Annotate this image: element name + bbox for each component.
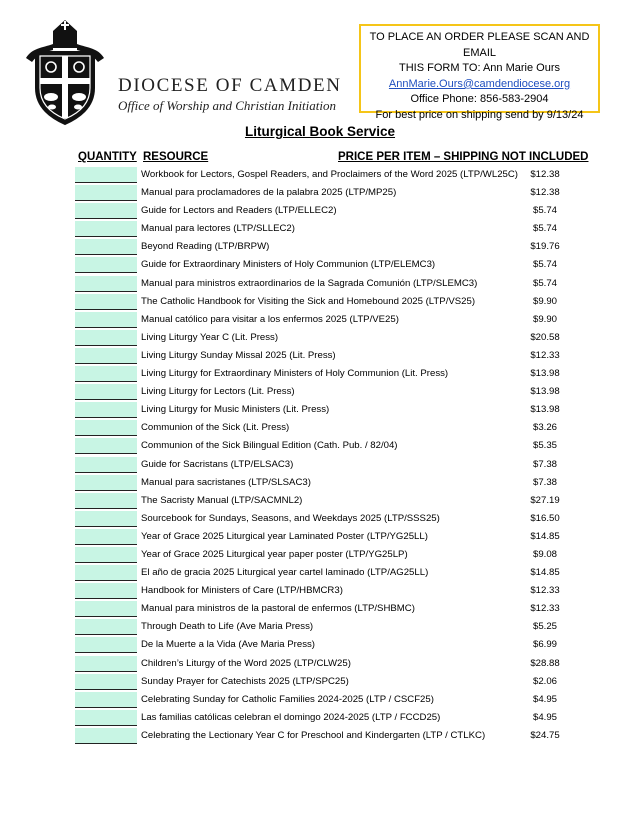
resource-name: Celebrating the Lectionary Year C for Preschool and Kindergarten (LTP / CTLKC) <box>141 729 486 741</box>
item-row <box>0 329 640 347</box>
quantity-field[interactable] <box>75 294 137 310</box>
office-phone: Office Phone: 856-583-2904 <box>410 93 549 106</box>
item-price: $27.19 <box>530 494 560 506</box>
item-row <box>0 492 640 510</box>
resource-name: Living Liturgy Year C (Lit. Press) <box>141 331 279 343</box>
item-price: $12.38 <box>530 169 560 180</box>
resource-name: Manual para ministros de la pastoral de enfermos (LTP/SHBMC) <box>141 603 415 615</box>
quantity-field[interactable] <box>75 619 137 635</box>
form-title: Liturgical Book Service <box>244 124 396 139</box>
item-price: $13.98 <box>530 386 560 398</box>
resource-name: Living Liturgy for Music Ministers (Lit. Press) <box>141 404 330 416</box>
resource-name: Communion of the Sick Bilingual Edition (Cath. Pub. / 82/04) <box>141 440 398 452</box>
quantity-field[interactable] <box>75 601 137 617</box>
form-title-wrap <box>0 124 640 139</box>
resource-name: Guide for Extraordinary Ministers of Holy Communion (LTP/ELEMC3) <box>141 259 436 271</box>
item-price: $12.33 <box>530 349 560 361</box>
item-price: $12.33 <box>530 585 560 597</box>
resource-name: The Sacristy Manual (LTP/SACMNL2) <box>141 494 303 506</box>
item-row <box>0 709 640 727</box>
resource-name: Guide for Lectors and Readers (LTP/ELLEC2) <box>141 205 337 217</box>
item-row <box>0 202 640 220</box>
order-email-link[interactable]: AnnMarie.Ours@camdendiocese.org <box>388 77 571 90</box>
quantity-field[interactable] <box>75 493 137 509</box>
organization-header <box>118 76 342 114</box>
quantity-field[interactable] <box>75 203 137 219</box>
item-row <box>0 510 640 528</box>
quantity-field[interactable] <box>75 674 137 690</box>
item-row <box>0 474 640 492</box>
item-row <box>0 437 640 455</box>
quantity-field[interactable] <box>75 221 137 237</box>
quantity-field[interactable] <box>75 330 137 346</box>
item-row <box>0 365 640 383</box>
item-row <box>0 347 640 365</box>
quantity-field[interactable] <box>75 457 137 473</box>
item-price: $28.88 <box>530 657 560 669</box>
quantity-field[interactable] <box>75 692 137 708</box>
resource-name: Celebrating Sunday for Catholic Families 2024-2025 (LTP / CSCF25) <box>141 693 434 705</box>
item-row <box>0 456 640 474</box>
item-row <box>0 691 640 709</box>
quantity-field[interactable] <box>75 511 137 527</box>
resource-name: Living Liturgy Sunday Missal 2025 (Lit. Press) <box>141 349 336 361</box>
resource-name: El año de gracia 2025 Liturgical year cartel laminado (LTP/AG25LL) <box>141 567 429 579</box>
resource-name: The Catholic Handbook for Visiting the Sick and Homebound 2025 (LTP/VS25) <box>141 295 476 307</box>
organization-subtitle: Office of Worship and Christian Initiation <box>118 98 337 113</box>
item-price: $24.75 <box>530 729 560 741</box>
item-price: $2.06 <box>532 675 557 687</box>
resource-name: Beyond Reading (LTP/BRPW) <box>141 241 270 253</box>
quantity-field[interactable] <box>75 475 137 491</box>
quantity-field[interactable] <box>75 312 137 328</box>
resource-name: Manual para ministros extraordinarios de la Sagrada Comunión (LTP/SLEMC3) <box>141 277 478 289</box>
item-row <box>0 311 640 329</box>
item-price: $7.38 <box>532 476 557 488</box>
resource-name: Living Liturgy for Lectors (Lit. Press) <box>141 386 295 398</box>
item-row <box>0 383 640 401</box>
item-row <box>0 166 640 184</box>
item-row <box>0 293 640 311</box>
item-row <box>0 546 640 564</box>
resource-name: Handbook for Ministers of Care (LTP/HBMCR3) <box>141 585 343 597</box>
resource-name: Sunday Prayer for Catechists 2025 (LTP/SPC25) <box>141 675 349 687</box>
item-row <box>0 582 640 600</box>
item-price: $5.35 <box>532 440 557 452</box>
order-items-list <box>0 166 640 745</box>
quantity-field[interactable] <box>75 656 137 672</box>
item-price: $5.74 <box>532 259 557 271</box>
item-price: $14.85 <box>530 530 560 542</box>
resource-name: Living Liturgy for Extraordinary Ministers of Holy Communion (Lit. Press) <box>141 368 449 380</box>
item-row <box>0 673 640 691</box>
item-price: $12.33 <box>530 603 560 615</box>
resource-name: Manual para sacristanes (LTP/SLSAC3) <box>141 476 311 488</box>
diocese-crest-logo <box>22 18 108 126</box>
item-row <box>0 220 640 238</box>
column-header-quantity: QUANTITY <box>78 151 137 163</box>
item-price: $5.74 <box>532 205 557 217</box>
resource-name: Through Death to Life (Ave Maria Press) <box>141 621 314 633</box>
resource-name: De la Muerte a la Vida (Ave Maria Press) <box>141 639 316 651</box>
quantity-field[interactable] <box>75 637 137 653</box>
quantity-field[interactable] <box>75 276 137 292</box>
quantity-field[interactable] <box>75 257 137 273</box>
resource-name: Year of Grace 2025 Liturgical year Laminated Poster (LTP/YG25LL) <box>141 530 428 542</box>
quantity-field[interactable] <box>75 438 137 454</box>
item-price: $13.98 <box>530 368 560 380</box>
quantity-field[interactable] <box>75 420 137 436</box>
item-price: $5.25 <box>532 621 557 633</box>
quantity-field[interactable] <box>75 529 137 545</box>
resource-name: Manual católico para visitar a los enfermos 2025 (LTP/VE25) <box>141 313 399 325</box>
item-row <box>0 636 640 654</box>
item-price: $4.95 <box>532 693 557 705</box>
item-price: $20.58 <box>530 331 560 343</box>
resource-name: Las familias católicas celebran el domingo 2024-2025 (LTP / FCCD25) <box>141 711 441 723</box>
organization-name: DIOCESE OF CAMDEN <box>118 75 342 96</box>
item-price: $3.26 <box>532 422 557 434</box>
resource-name: Children’s Liturgy of the Word 2025 (LTP/CLW25) <box>141 657 351 669</box>
item-price: $12.38 <box>530 187 560 199</box>
item-row <box>0 655 640 673</box>
resource-name: Manual para proclamadores de la palabra 2025 (LTP/MP25) <box>141 187 397 199</box>
item-price: $6.99 <box>532 639 557 651</box>
item-row <box>0 727 640 745</box>
column-header-price: PRICE PER ITEM – SHIPPING NOT INCLUDED <box>338 151 589 163</box>
resource-name: Communion of the Sick (Lit. Press) <box>141 422 290 434</box>
quantity-field[interactable] <box>75 583 137 599</box>
quantity-field[interactable] <box>75 348 137 364</box>
quantity-field[interactable] <box>75 565 137 581</box>
order-instructions-box <box>359 24 600 121</box>
quantity-field[interactable] <box>75 710 137 726</box>
item-row <box>0 401 640 419</box>
item-row <box>0 238 640 256</box>
item-price: $7.38 <box>532 458 557 470</box>
quantity-field[interactable] <box>75 402 137 418</box>
item-row <box>0 618 640 636</box>
item-price: $19.76 <box>530 241 560 253</box>
item-price: $5.74 <box>532 277 557 289</box>
shipping-deadline: For best price on shipping send by 9/13/24 <box>375 108 584 121</box>
resource-name: Sourcebook for Sundays, Seasons, and Weekdays 2025 (LTP/SSS25) <box>141 512 440 524</box>
item-row <box>0 600 640 618</box>
quantity-field[interactable] <box>75 384 137 400</box>
item-price: $4.95 <box>532 711 557 723</box>
quantity-field[interactable] <box>75 366 137 382</box>
item-row <box>0 419 640 437</box>
item-row <box>0 184 640 202</box>
item-price: $16.50 <box>530 512 560 524</box>
item-price: $9.08 <box>532 548 557 560</box>
resource-name: Workbook for Lectors, Gospel Readers, and Proclaimers of the Word 2025 (LTP/WL25C) <box>141 169 518 180</box>
item-row <box>0 256 640 274</box>
resource-name: Guide for Sacristans (LTP/ELSAC3) <box>141 458 294 470</box>
item-row <box>0 564 640 582</box>
order-instruction-line-1: TO PLACE AN ORDER PLEASE SCAN AND EMAIL <box>369 31 590 59</box>
resource-name: Year of Grace 2025 Liturgical year paper poster (LTP/YG25LP) <box>141 548 408 560</box>
item-price: $5.74 <box>532 223 557 235</box>
resource-name: Manual para lectores (LTP/SLLEC2) <box>141 223 295 235</box>
item-price: $9.90 <box>532 295 557 307</box>
item-price: $13.98 <box>530 404 560 416</box>
item-row <box>0 275 640 293</box>
order-instruction-line-2: THIS FORM TO: Ann Marie Ours <box>399 62 560 75</box>
quantity-field[interactable] <box>75 547 137 563</box>
quantity-field[interactable] <box>75 167 137 183</box>
column-header-resource: RESOURCE <box>143 151 209 163</box>
quantity-field[interactable] <box>75 728 137 744</box>
quantity-field[interactable] <box>75 239 137 255</box>
item-row <box>0 528 640 546</box>
item-price: $9.90 <box>532 313 557 325</box>
quantity-field[interactable] <box>75 185 137 201</box>
item-price: $14.85 <box>530 567 560 579</box>
